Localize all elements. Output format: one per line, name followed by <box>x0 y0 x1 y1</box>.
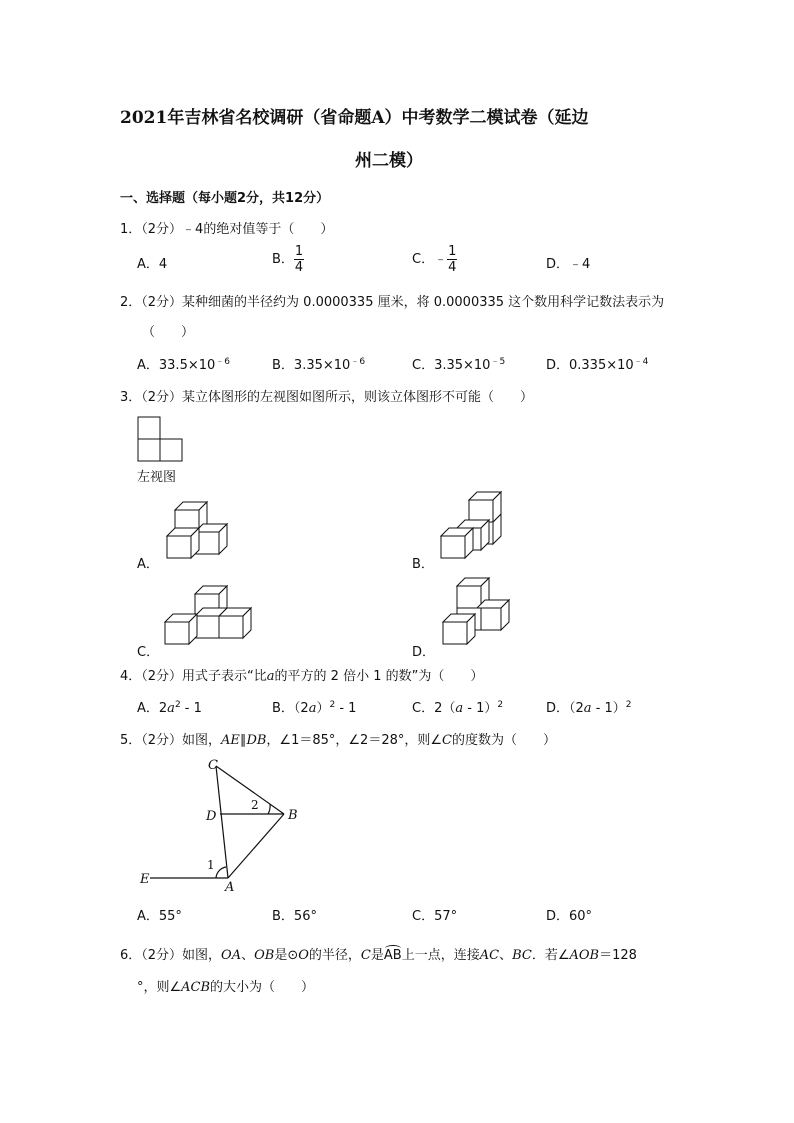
q1-option-b: B． $\frac{1}{4}$ <box>272 244 304 275</box>
question-6-stem: 6．（2分）如图，OA、OB是⊙O的半径，C是AB上一点，连接AC、BC．若∠AOB＝128 <box>120 948 637 963</box>
label-e: E <box>140 872 150 887</box>
q4-option-c: C．2（a - 1）$^2$ <box>412 700 504 716</box>
label-angle-2: 2 <box>251 798 259 812</box>
segment-ab <box>228 814 284 878</box>
label-angle-1: 1 <box>207 858 215 872</box>
q3-option-b-figure <box>438 496 518 566</box>
section-heading: 一、选择题（每小题2分，共12分） <box>120 191 330 206</box>
q2-option-c: C．$3.35\times 10^{﹣5}$ <box>412 357 506 373</box>
view-square-bottom-left <box>138 439 160 461</box>
segment-ca <box>216 766 228 878</box>
left-view-figure <box>137 416 187 466</box>
segment-cb <box>216 766 284 814</box>
page-title <box>120 103 589 128</box>
q3-option-c-label: C． <box>137 645 160 660</box>
left-view-caption: 左视图 <box>137 470 177 485</box>
question-5-stem: 5．（2分）如图，AE∥DB，∠1＝85°，∠2＝28°，则∠C的度数为（ ） <box>120 733 556 748</box>
label-a: A <box>225 880 235 895</box>
q2-option-d: D．$0.335\times 10^{﹣4}$ <box>546 357 649 373</box>
q3-option-a-label: A． <box>137 557 159 572</box>
q5-option-b: B．56° <box>272 909 317 924</box>
question-2-stem-cont: （ ） <box>142 325 195 340</box>
q2-option-b: B．$3.35\times 10^{﹣6}$ <box>272 357 366 373</box>
view-square-bottom-right <box>160 439 182 461</box>
fraction: $\frac{1}{4}$ <box>448 244 457 275</box>
question-2-stem: 2．（2分）某种细菌的半径约为 0.0000335 厘米，将 0.0000335 这个数用科学记数法表示为 <box>120 295 665 310</box>
q3-option-d-figure <box>440 576 520 652</box>
view-square-top <box>138 417 160 439</box>
q2-option-a: A．$33.5\times 10^{﹣6}$ <box>137 357 231 373</box>
q3-option-c-figure <box>162 584 262 648</box>
q1-option-c: C．﹣ $\frac{1}{4}$ <box>412 244 457 275</box>
q5-geometry-figure <box>136 756 316 896</box>
arc-ab: AB <box>383 948 402 963</box>
angle-1-arc <box>216 867 226 878</box>
angle-2-arc <box>268 804 270 814</box>
question-6-stem-cont: °，则∠ACB的大小为（ ） <box>137 980 315 995</box>
question-3-stem: 3．（2分）某立体图形的左视图如图所示，则该立体图形不可能（ ） <box>120 390 534 405</box>
label-d: D <box>206 809 217 824</box>
q3-option-a-figure <box>164 496 244 566</box>
q3-option-b-label: B． <box>412 557 434 572</box>
title-line-1: 2021年吉林省名校调研（省命题A）中考数学二模试卷（延边 <box>120 108 589 128</box>
fraction: $\frac{1}{4}$ <box>294 244 304 275</box>
q5-option-a: A．55° <box>137 909 182 924</box>
question-4-stem: 4．（2分）用式子表示“比a的平方的 2 倍小 1 的数”为（ ） <box>120 669 484 684</box>
q4-option-a: A．$2a^2 - 1$ <box>137 700 202 716</box>
q3-option-d-label: D． <box>412 645 436 660</box>
q4-option-b: B．$(2a)^2 - 1$ <box>272 700 357 716</box>
q4-option-d: D．（2a - 1）$^2$ <box>546 700 632 716</box>
page-title-line-2: 州二模） <box>355 151 423 171</box>
label-b: B <box>288 808 298 823</box>
q5-option-d: D．60° <box>546 909 593 924</box>
q1-option-a: A．4 <box>137 257 168 272</box>
q5-option-c: C．57° <box>412 909 458 924</box>
question-1-stem: 1．（2分）﹣4的绝对值等于（ ） <box>120 222 334 237</box>
label-c: C <box>208 758 218 773</box>
q1-option-d: D．﹣4 <box>546 257 591 272</box>
